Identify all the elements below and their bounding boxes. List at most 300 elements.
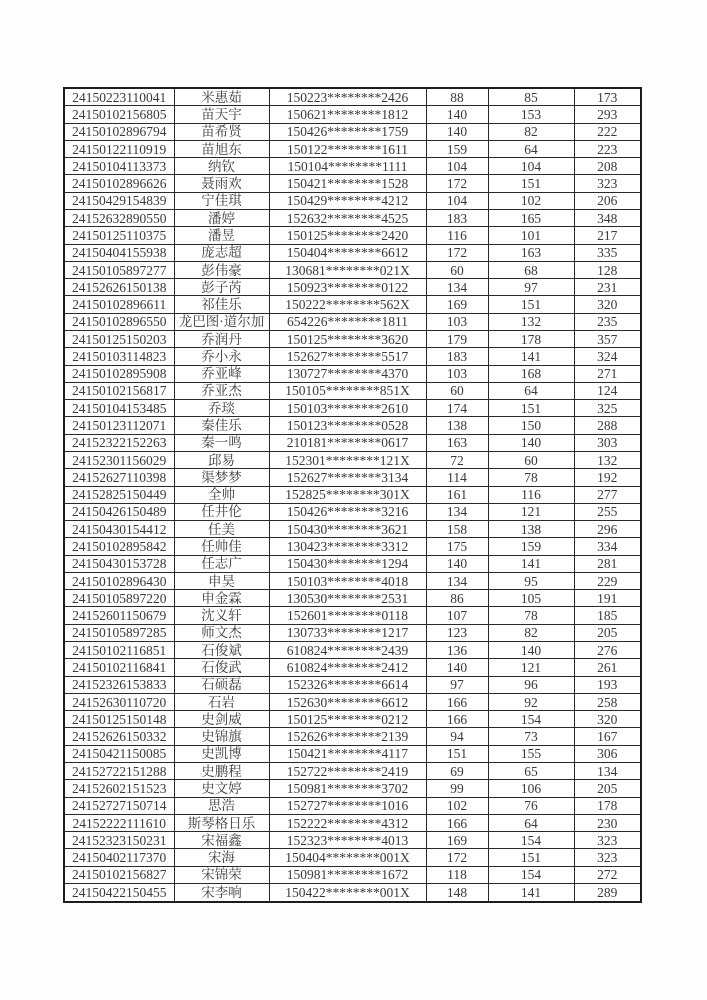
- cell-score-2: 154: [488, 866, 574, 883]
- cell-student-name: 乔润丹: [174, 330, 269, 347]
- cell-score-total: 124: [574, 382, 641, 399]
- cell-id-card-masked: 152626********2139: [269, 728, 426, 745]
- cell-id-card-masked: 150430********3621: [269, 521, 426, 538]
- cell-registration-number: 24150105897220: [64, 590, 174, 607]
- table-row: [64, 140, 641, 157]
- cell-registration-number: 24150102896626: [64, 175, 174, 192]
- table-row: [64, 590, 641, 607]
- table-row: [64, 123, 641, 140]
- cell-score-1: 183: [426, 210, 488, 227]
- cell-score-1: 136: [426, 642, 488, 659]
- cell-id-card-masked: 150404********001X: [269, 849, 426, 866]
- cell-id-card-masked: 150105********851X: [269, 382, 426, 399]
- cell-registration-number: 24152601150679: [64, 607, 174, 624]
- cell-score-total: 276: [574, 642, 641, 659]
- cell-score-1: 104: [426, 192, 488, 209]
- cell-score-1: 166: [426, 814, 488, 831]
- table-row: [64, 434, 641, 451]
- cell-student-name: 宁佳琪: [174, 192, 269, 209]
- cell-registration-number: 24150102116841: [64, 659, 174, 676]
- cell-student-name: 乔琰: [174, 400, 269, 417]
- cell-score-1: 166: [426, 693, 488, 710]
- cell-score-2: 92: [488, 693, 574, 710]
- cell-score-2: 132: [488, 313, 574, 330]
- cell-student-name: 石硕磊: [174, 676, 269, 693]
- table-row: [64, 382, 641, 399]
- cell-score-2: 151: [488, 400, 574, 417]
- cell-score-1: 118: [426, 866, 488, 883]
- cell-registration-number: 24152825150449: [64, 486, 174, 503]
- cell-id-card-masked: 150223********2426: [269, 88, 426, 106]
- cell-id-card-masked: 150426********1759: [269, 123, 426, 140]
- table-row: [64, 400, 641, 417]
- cell-student-name: 沈义轩: [174, 607, 269, 624]
- cell-student-name: 申昊: [174, 572, 269, 589]
- cell-score-total: 205: [574, 780, 641, 797]
- cell-registration-number: 24152626150138: [64, 279, 174, 296]
- cell-score-1: 104: [426, 158, 488, 175]
- cell-registration-number: 24150103114823: [64, 348, 174, 365]
- cell-score-2: 60: [488, 451, 574, 468]
- cell-score-2: 159: [488, 538, 574, 555]
- cell-student-name: 宋福鑫: [174, 832, 269, 849]
- cell-score-1: 69: [426, 763, 488, 780]
- cell-score-1: 107: [426, 607, 488, 624]
- cell-score-2: 140: [488, 642, 574, 659]
- cell-score-1: 86: [426, 590, 488, 607]
- cell-student-name: 渠梦梦: [174, 469, 269, 486]
- table-row: [64, 693, 641, 710]
- cell-registration-number: 24152222111610: [64, 814, 174, 831]
- table-row: [64, 642, 641, 659]
- table-row: [64, 175, 641, 192]
- cell-id-card-masked: 150104********1111: [269, 158, 426, 175]
- cell-score-1: 163: [426, 434, 488, 451]
- score-table: [63, 87, 642, 903]
- cell-score-total: 223: [574, 140, 641, 157]
- cell-id-card-masked: 130530********2531: [269, 590, 426, 607]
- cell-score-2: 95: [488, 572, 574, 589]
- cell-id-card-masked: 152326********6614: [269, 676, 426, 693]
- cell-score-2: 68: [488, 261, 574, 278]
- cell-score-2: 64: [488, 814, 574, 831]
- cell-score-1: 99: [426, 780, 488, 797]
- cell-id-card-masked: 610824********2439: [269, 642, 426, 659]
- cell-student-name: 米惠茹: [174, 88, 269, 106]
- table-row: [64, 572, 641, 589]
- cell-score-total: 208: [574, 158, 641, 175]
- cell-student-name: 思浩: [174, 797, 269, 814]
- cell-registration-number: 24150102156805: [64, 106, 174, 123]
- cell-score-total: 303: [574, 434, 641, 451]
- cell-score-1: 172: [426, 175, 488, 192]
- cell-score-1: 103: [426, 313, 488, 330]
- cell-score-total: 222: [574, 123, 641, 140]
- cell-score-total: 167: [574, 728, 641, 745]
- cell-student-name: 斯琴格日乐: [174, 814, 269, 831]
- cell-score-2: 153: [488, 106, 574, 123]
- cell-score-total: 191: [574, 590, 641, 607]
- cell-score-total: 193: [574, 676, 641, 693]
- table-row: [64, 469, 641, 486]
- table-row: [64, 261, 641, 278]
- table-row: [64, 330, 641, 347]
- cell-score-total: 261: [574, 659, 641, 676]
- cell-score-total: 231: [574, 279, 641, 296]
- cell-registration-number: 24150104113373: [64, 158, 174, 175]
- cell-score-1: 161: [426, 486, 488, 503]
- cell-score-2: 168: [488, 365, 574, 382]
- cell-score-total: 277: [574, 486, 641, 503]
- table-row: [64, 745, 641, 762]
- table-row: [64, 763, 641, 780]
- cell-score-total: 320: [574, 296, 641, 313]
- cell-score-2: 154: [488, 832, 574, 849]
- cell-student-name: 潘婷: [174, 210, 269, 227]
- cell-score-1: 172: [426, 849, 488, 866]
- cell-registration-number: 24152322152263: [64, 434, 174, 451]
- table-row: [64, 883, 641, 902]
- cell-student-name: 宋李响: [174, 883, 269, 902]
- cell-registration-number: 24152602151523: [64, 780, 174, 797]
- cell-student-name: 苗旭东: [174, 140, 269, 157]
- cell-registration-number: 24150102896611: [64, 296, 174, 313]
- cell-score-1: 169: [426, 832, 488, 849]
- cell-id-card-masked: 150122********1611: [269, 140, 426, 157]
- cell-id-card-masked: 150125********3620: [269, 330, 426, 347]
- table-row: [64, 832, 641, 849]
- cell-registration-number: 24150104153485: [64, 400, 174, 417]
- cell-registration-number: 24150102156817: [64, 382, 174, 399]
- cell-student-name: 苗天宇: [174, 106, 269, 123]
- cell-id-card-masked: 150621********1812: [269, 106, 426, 123]
- cell-id-card-masked: 150103********2610: [269, 400, 426, 417]
- cell-score-1: 88: [426, 88, 488, 106]
- cell-registration-number: 24150125150203: [64, 330, 174, 347]
- cell-score-total: 192: [574, 469, 641, 486]
- cell-registration-number: 24150122110919: [64, 140, 174, 157]
- cell-student-name: 全帅: [174, 486, 269, 503]
- cell-student-name: 苗希贤: [174, 123, 269, 140]
- cell-student-name: 宋海: [174, 849, 269, 866]
- cell-score-total: 229: [574, 572, 641, 589]
- cell-score-1: 102: [426, 797, 488, 814]
- cell-id-card-masked: 150125********2420: [269, 227, 426, 244]
- cell-registration-number: 24150125150148: [64, 711, 174, 728]
- cell-id-card-masked: 150923********0122: [269, 279, 426, 296]
- cell-score-1: 140: [426, 659, 488, 676]
- table-row: [64, 244, 641, 261]
- cell-registration-number: 24150429154839: [64, 192, 174, 209]
- cell-score-1: 103: [426, 365, 488, 382]
- cell-student-name: 史凯博: [174, 745, 269, 762]
- cell-score-1: 72: [426, 451, 488, 468]
- table-row: [64, 521, 641, 538]
- cell-registration-number: 24150102896430: [64, 572, 174, 589]
- cell-registration-number: 24152632890550: [64, 210, 174, 227]
- cell-id-card-masked: 150421********1528: [269, 175, 426, 192]
- cell-score-1: 94: [426, 728, 488, 745]
- cell-score-total: 258: [574, 693, 641, 710]
- cell-student-name: 彭伟豪: [174, 261, 269, 278]
- cell-student-name: 祁佳乐: [174, 296, 269, 313]
- cell-score-1: 114: [426, 469, 488, 486]
- cell-score-2: 97: [488, 279, 574, 296]
- cell-score-2: 105: [488, 590, 574, 607]
- cell-score-1: 116: [426, 227, 488, 244]
- table-row: [64, 296, 641, 313]
- cell-score-2: 85: [488, 88, 574, 106]
- cell-score-2: 151: [488, 296, 574, 313]
- cell-score-2: 163: [488, 244, 574, 261]
- cell-score-1: 60: [426, 261, 488, 278]
- cell-registration-number: 24152326153833: [64, 676, 174, 693]
- cell-registration-number: 24152727150714: [64, 797, 174, 814]
- cell-registration-number: 24150102116851: [64, 642, 174, 659]
- cell-student-name: 乔小永: [174, 348, 269, 365]
- cell-student-name: 潘昱: [174, 227, 269, 244]
- cell-score-total: 357: [574, 330, 641, 347]
- cell-score-total: 293: [574, 106, 641, 123]
- cell-registration-number: 24150102896550: [64, 313, 174, 330]
- cell-score-1: 134: [426, 503, 488, 520]
- cell-score-2: 121: [488, 503, 574, 520]
- table-row: [64, 88, 641, 106]
- table-row: [64, 711, 641, 728]
- cell-registration-number: 24150404155938: [64, 244, 174, 261]
- cell-id-card-masked: 130727********4370: [269, 365, 426, 382]
- cell-score-1: 134: [426, 279, 488, 296]
- cell-score-total: 323: [574, 832, 641, 849]
- cell-id-card-masked: 152722********2419: [269, 763, 426, 780]
- cell-score-2: 64: [488, 140, 574, 157]
- table-row: [64, 486, 641, 503]
- cell-student-name: 庞志超: [174, 244, 269, 261]
- cell-score-total: 348: [574, 210, 641, 227]
- cell-registration-number: 24152626150332: [64, 728, 174, 745]
- cell-student-name: 任志广: [174, 555, 269, 572]
- table-row: [64, 417, 641, 434]
- table-row: [64, 451, 641, 468]
- table-row: [64, 503, 641, 520]
- cell-score-1: 151: [426, 745, 488, 762]
- cell-id-card-masked: 152627********5517: [269, 348, 426, 365]
- cell-score-total: 205: [574, 624, 641, 641]
- cell-student-name: 任井伦: [174, 503, 269, 520]
- cell-student-name: 石俊斌: [174, 642, 269, 659]
- cell-student-name: 乔亚杰: [174, 382, 269, 399]
- table-row: [64, 555, 641, 572]
- cell-id-card-masked: 152727********1016: [269, 797, 426, 814]
- cell-id-card-masked: 150981********1672: [269, 866, 426, 883]
- cell-score-2: 155: [488, 745, 574, 762]
- table-row: [64, 659, 641, 676]
- cell-id-card-masked: 152632********4525: [269, 210, 426, 227]
- cell-student-name: 乔亚峰: [174, 365, 269, 382]
- cell-registration-number: 24150123112071: [64, 417, 174, 434]
- cell-score-total: 306: [574, 745, 641, 762]
- cell-score-1: 123: [426, 624, 488, 641]
- cell-registration-number: 24150430154412: [64, 521, 174, 538]
- cell-student-name: 秦佳乐: [174, 417, 269, 434]
- cell-registration-number: 24152722151288: [64, 763, 174, 780]
- cell-id-card-masked: 150430********1294: [269, 555, 426, 572]
- table-row: [64, 158, 641, 175]
- cell-registration-number: 24152627110398: [64, 469, 174, 486]
- cell-registration-number: 24150125110375: [64, 227, 174, 244]
- cell-score-1: 183: [426, 348, 488, 365]
- cell-score-total: 185: [574, 607, 641, 624]
- cell-registration-number: 24150422150455: [64, 883, 174, 902]
- cell-id-card-masked: 130733********1217: [269, 624, 426, 641]
- cell-student-name: 聂雨欢: [174, 175, 269, 192]
- cell-score-total: 178: [574, 797, 641, 814]
- cell-registration-number: 24150105897285: [64, 624, 174, 641]
- cell-score-2: 78: [488, 607, 574, 624]
- table-row: [64, 866, 641, 883]
- cell-registration-number: 24150102895908: [64, 365, 174, 382]
- score-table-body: [64, 88, 641, 902]
- cell-registration-number: 24150102895842: [64, 538, 174, 555]
- cell-score-1: 140: [426, 106, 488, 123]
- cell-id-card-masked: 150421********4117: [269, 745, 426, 762]
- table-row: [64, 227, 641, 244]
- cell-student-name: 史文婷: [174, 780, 269, 797]
- cell-score-1: 159: [426, 140, 488, 157]
- cell-student-name: 彭子芮: [174, 279, 269, 296]
- cell-id-card-masked: 130423********3312: [269, 538, 426, 555]
- table-row: [64, 348, 641, 365]
- cell-score-total: 324: [574, 348, 641, 365]
- table-row: [64, 365, 641, 382]
- cell-score-total: 272: [574, 866, 641, 883]
- cell-id-card-masked: 150426********3216: [269, 503, 426, 520]
- cell-score-2: 141: [488, 348, 574, 365]
- cell-student-name: 邱易: [174, 451, 269, 468]
- cell-student-name: 龙巴图·道尔加: [174, 313, 269, 330]
- cell-id-card-masked: 654226********1811: [269, 313, 426, 330]
- cell-registration-number: 24152630110720: [64, 693, 174, 710]
- cell-id-card-masked: 152301********121X: [269, 451, 426, 468]
- cell-score-total: 325: [574, 400, 641, 417]
- cell-id-card-masked: 152222********4312: [269, 814, 426, 831]
- cell-score-1: 140: [426, 555, 488, 572]
- cell-score-2: 82: [488, 624, 574, 641]
- cell-score-2: 165: [488, 210, 574, 227]
- cell-score-2: 138: [488, 521, 574, 538]
- cell-score-total: 289: [574, 883, 641, 902]
- table-row: [64, 106, 641, 123]
- cell-score-1: 134: [426, 572, 488, 589]
- table-row: [64, 728, 641, 745]
- cell-id-card-masked: 610824********2412: [269, 659, 426, 676]
- cell-id-card-masked: 150404********6612: [269, 244, 426, 261]
- cell-score-total: 255: [574, 503, 641, 520]
- cell-score-total: 235: [574, 313, 641, 330]
- table-row: [64, 279, 641, 296]
- cell-score-total: 335: [574, 244, 641, 261]
- cell-id-card-masked: 152825********301X: [269, 486, 426, 503]
- cell-score-1: 175: [426, 538, 488, 555]
- cell-id-card-masked: 152323********4013: [269, 832, 426, 849]
- cell-id-card-masked: 150125********0212: [269, 711, 426, 728]
- table-row: [64, 849, 641, 866]
- cell-score-2: 178: [488, 330, 574, 347]
- table-row: [64, 797, 641, 814]
- cell-student-name: 史剑威: [174, 711, 269, 728]
- cell-score-1: 172: [426, 244, 488, 261]
- table-row: [64, 192, 641, 209]
- cell-score-2: 151: [488, 849, 574, 866]
- table-row: [64, 624, 641, 641]
- cell-score-total: 134: [574, 763, 641, 780]
- cell-score-total: 132: [574, 451, 641, 468]
- cell-score-2: 101: [488, 227, 574, 244]
- cell-registration-number: 24150402117370: [64, 849, 174, 866]
- cell-score-2: 78: [488, 469, 574, 486]
- cell-score-total: 334: [574, 538, 641, 555]
- cell-score-2: 106: [488, 780, 574, 797]
- cell-id-card-masked: 210181********0617: [269, 434, 426, 451]
- cell-score-1: 179: [426, 330, 488, 347]
- cell-score-1: 138: [426, 417, 488, 434]
- cell-score-1: 148: [426, 883, 488, 902]
- cell-student-name: 任美: [174, 521, 269, 538]
- cell-score-2: 141: [488, 883, 574, 902]
- cell-id-card-masked: 130681********021X: [269, 261, 426, 278]
- table-row: [64, 538, 641, 555]
- cell-student-name: 任帅佳: [174, 538, 269, 555]
- cell-score-total: 296: [574, 521, 641, 538]
- cell-score-1: 60: [426, 382, 488, 399]
- cell-id-card-masked: 152601********0118: [269, 607, 426, 624]
- cell-score-2: 102: [488, 192, 574, 209]
- cell-score-2: 96: [488, 676, 574, 693]
- cell-score-2: 65: [488, 763, 574, 780]
- cell-score-2: 76: [488, 797, 574, 814]
- cell-student-name: 史鹏程: [174, 763, 269, 780]
- cell-registration-number: 24150421150085: [64, 745, 174, 762]
- cell-student-name: 宋锦荣: [174, 866, 269, 883]
- cell-score-total: 271: [574, 365, 641, 382]
- cell-score-2: 116: [488, 486, 574, 503]
- cell-score-total: 173: [574, 88, 641, 106]
- table-row: [64, 313, 641, 330]
- cell-registration-number: 24150223110041: [64, 88, 174, 106]
- cell-id-card-masked: 150429********4212: [269, 192, 426, 209]
- cell-registration-number: 24150430153728: [64, 555, 174, 572]
- table-row: [64, 780, 641, 797]
- cell-score-2: 150: [488, 417, 574, 434]
- cell-registration-number: 24150102896794: [64, 123, 174, 140]
- cell-registration-number: 24150426150489: [64, 503, 174, 520]
- cell-registration-number: 24150105897277: [64, 261, 174, 278]
- cell-score-1: 97: [426, 676, 488, 693]
- cell-score-1: 158: [426, 521, 488, 538]
- cell-id-card-masked: 150422********001X: [269, 883, 426, 902]
- cell-score-2: 151: [488, 175, 574, 192]
- cell-score-2: 82: [488, 123, 574, 140]
- cell-id-card-masked: 150981********3702: [269, 780, 426, 797]
- cell-score-2: 140: [488, 434, 574, 451]
- cell-score-total: 206: [574, 192, 641, 209]
- cell-score-total: 128: [574, 261, 641, 278]
- cell-student-name: 石俊武: [174, 659, 269, 676]
- cell-score-2: 64: [488, 382, 574, 399]
- cell-score-total: 230: [574, 814, 641, 831]
- table-row: [64, 607, 641, 624]
- cell-score-2: 121: [488, 659, 574, 676]
